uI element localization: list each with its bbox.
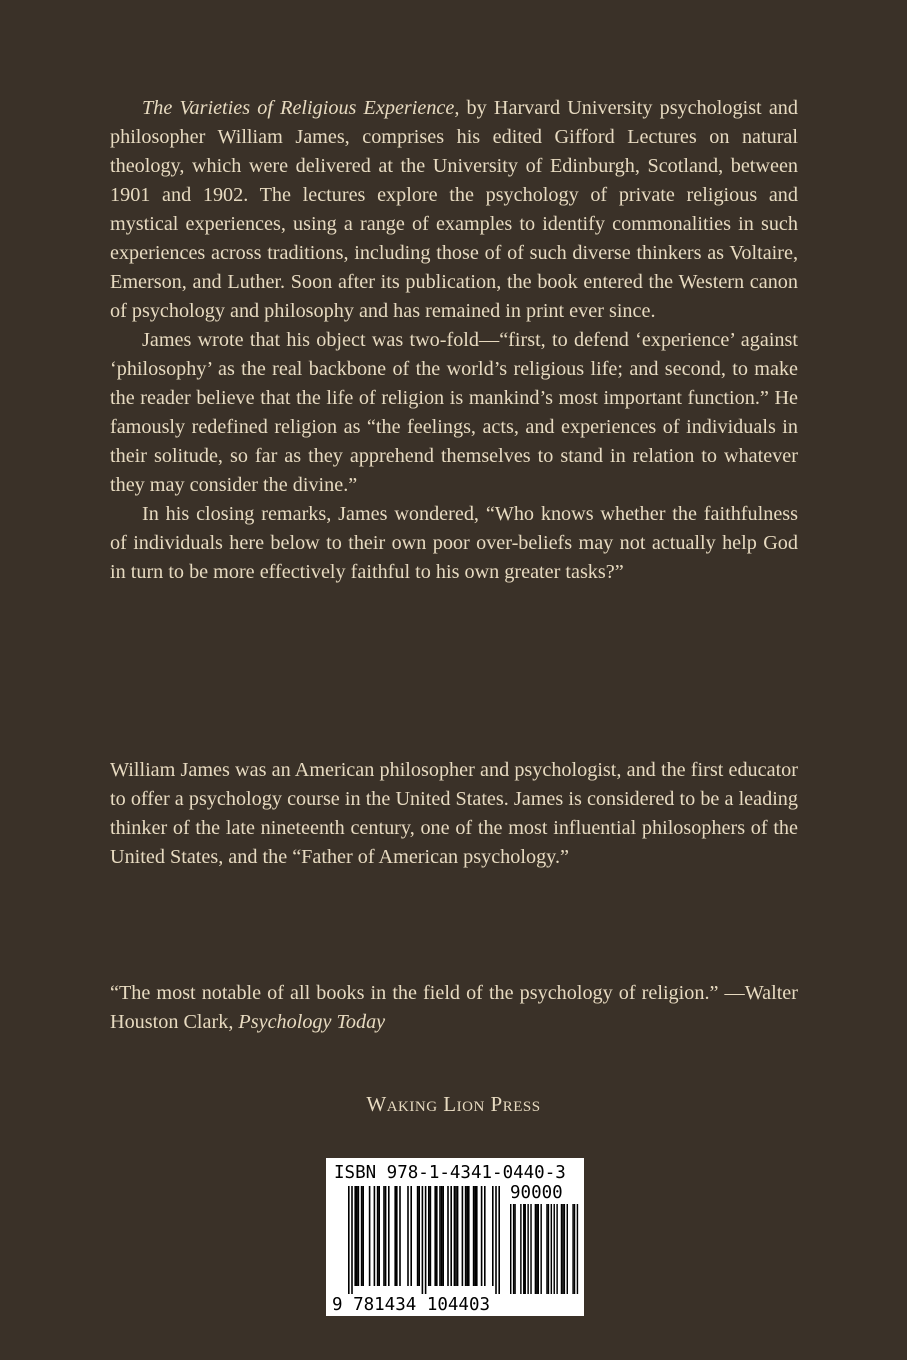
barcode-bar <box>481 1186 483 1286</box>
addon-bar <box>523 1204 524 1294</box>
addon-bar <box>554 1204 555 1294</box>
addon-bar <box>530 1204 531 1294</box>
barcode-bar <box>418 1186 420 1286</box>
barcode-bar <box>498 1186 500 1294</box>
barcode-bar <box>474 1186 476 1286</box>
barcode-bar <box>407 1186 409 1286</box>
isbn-label: ISBN 978-1-4341-0440-3 <box>334 1163 566 1183</box>
barcode-bar <box>430 1186 432 1286</box>
addon-bar <box>556 1204 557 1294</box>
barcode-graphic <box>326 1158 584 1316</box>
barcode-bar <box>434 1186 436 1286</box>
addon-bar <box>572 1204 573 1294</box>
barcode-bar <box>388 1186 390 1286</box>
barcode-bar <box>450 1186 452 1286</box>
description-paragraph-1 <box>110 94 798 326</box>
author-bio <box>110 756 798 872</box>
barcode-bar <box>383 1186 385 1286</box>
addon-bar <box>540 1204 541 1294</box>
addon-bar <box>562 1204 563 1294</box>
barcode-bar <box>385 1186 387 1286</box>
barcode-bar <box>457 1186 459 1286</box>
addon-bar <box>525 1204 526 1294</box>
addon-bar <box>514 1204 515 1294</box>
barcode-bar <box>425 1186 427 1294</box>
addon-bar <box>551 1204 552 1294</box>
barcode-bar <box>442 1186 444 1286</box>
barcode-bar <box>439 1186 441 1286</box>
description-paragraph-2: James wrote that his object was two-fold—“first, to defend ‘experience’ against ‘philosophy’ as the real backbone of the world’s religious life; and second, to make the reader believe that the life of religion is mankind’s most important function.” He famously redefined religion as “the feelings, acts, and experiences of individuals in their solitude, so far as they apprehend themselves to stand in relation to whatever they may consider the divine.” <box>110 329 798 496</box>
barcode-bar <box>428 1186 430 1286</box>
description-text-1: by Harvard University psychologist and philosopher William James, comprises his edited Gifford Lectures on natural theology, which were delivered at the University of Edinburgh, Scotland, between 1901 and 1902. The lectures explore the psychology of private religious and mystical experiences, using a range of examples to identify commonalities in such experiences across traditions, including those of of such diverse thinkers as Voltaire, Emerson, and Luther. Soon after its publication, the book entered the Western canon of psychology and philosophy and has remained in print ever since. <box>110 97 798 322</box>
barcode-bar <box>455 1186 457 1286</box>
barcode <box>326 1158 584 1316</box>
barcode-bar <box>466 1186 468 1286</box>
author-bio-text: William James was an American philosopher and psychologist, and the first educator to offer a psychology course in the United States. James is considered to be a leading thinker of the late nineteenth century, one of the most influential philosophers of the United States, and the “Father of American psychology.” <box>110 759 798 868</box>
barcode-bar <box>369 1186 371 1286</box>
addon-bar <box>546 1204 547 1294</box>
addon-bar <box>538 1204 539 1294</box>
barcode-bar <box>484 1186 486 1286</box>
addon-bar <box>577 1204 578 1294</box>
review-quote <box>110 979 798 1037</box>
addon-bar <box>567 1204 568 1294</box>
barcode-bar <box>476 1186 478 1286</box>
barcode-bar <box>441 1186 443 1286</box>
barcode-bars <box>348 1186 500 1294</box>
addon-bar <box>513 1204 514 1294</box>
addon-bar <box>548 1204 549 1294</box>
publisher-name: Waking Lion Press <box>366 1092 541 1116</box>
addon-bar <box>536 1204 537 1294</box>
barcode-bar <box>377 1186 379 1286</box>
barcode-bar <box>361 1186 363 1286</box>
review-source: Psychology Today <box>238 1011 386 1033</box>
barcode-bar <box>473 1186 475 1286</box>
barcode-bar <box>468 1186 470 1286</box>
price-code: 90000 <box>510 1183 563 1203</box>
ean-digits: 9 781434 104403 <box>332 1295 491 1315</box>
addon-bar <box>574 1204 575 1294</box>
barcode-bar <box>351 1186 353 1294</box>
addon-bar <box>510 1204 511 1294</box>
addon-bar <box>520 1204 521 1294</box>
barcode-bar <box>495 1186 497 1294</box>
barcode-bar <box>436 1186 438 1286</box>
barcode-bar <box>492 1186 494 1286</box>
description-paragraph-3: In his closing remarks, James wondered, “Who knows whether the faithfulness of individuals here below to their own poor over-beliefs may not actually help God in turn to be more effectively faithful to his own greater tasks?” <box>110 503 798 583</box>
addon-bar <box>564 1204 565 1294</box>
barcode-bar <box>354 1186 356 1286</box>
barcode-bar <box>394 1186 396 1286</box>
review-text: “The most notable of all books in the field of the psychology of religion.” —Walter Houston Clark, <box>110 982 798 1033</box>
barcode-bar <box>358 1186 360 1286</box>
barcode-bar <box>356 1186 358 1286</box>
barcode-bar <box>465 1186 467 1286</box>
barcode-bar <box>462 1186 464 1286</box>
barcode-bar <box>378 1186 380 1286</box>
addon-bar <box>561 1204 562 1294</box>
barcode-bar <box>348 1186 350 1294</box>
barcode-bar <box>399 1186 401 1286</box>
barcode-bar <box>454 1186 456 1286</box>
barcode-bar <box>410 1186 412 1286</box>
addon-bar <box>527 1204 528 1294</box>
review-quote-text <box>110 979 798 1037</box>
barcode-bar <box>362 1186 364 1286</box>
price-addon-bars <box>510 1204 578 1294</box>
barcode-bar <box>417 1186 419 1286</box>
barcode-bar <box>396 1186 398 1286</box>
addon-bar <box>535 1204 536 1294</box>
book-description <box>110 94 798 587</box>
barcode-bar <box>374 1186 376 1286</box>
barcode-bar <box>422 1186 424 1294</box>
book-title: The Varieties of Religious Experience, <box>142 97 460 119</box>
barcode-bar <box>447 1186 449 1286</box>
